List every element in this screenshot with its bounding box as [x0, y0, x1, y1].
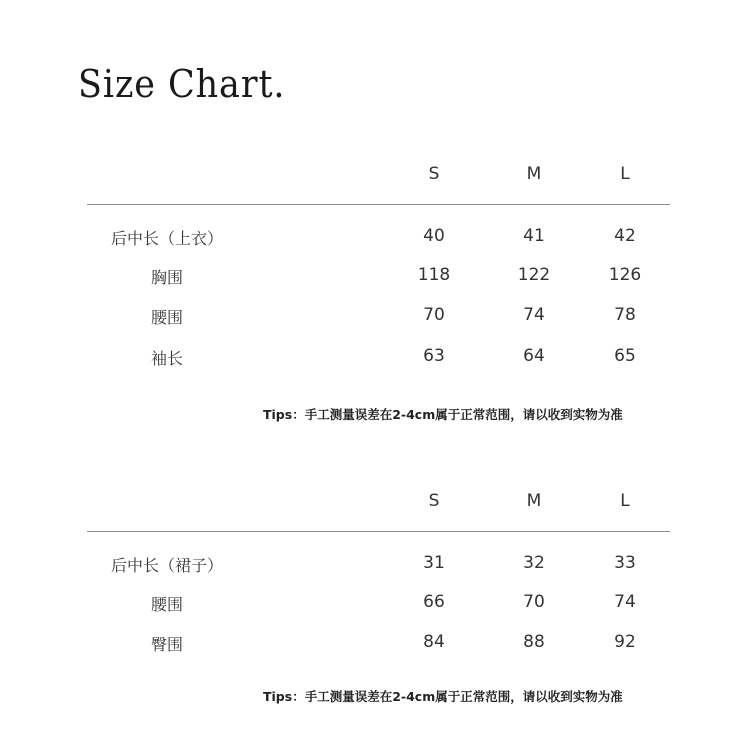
table-cell: 78 [614, 305, 636, 325]
table-cell: 31 [423, 553, 445, 573]
row-label-back-length-top: 后中长（上衣） [111, 229, 224, 248]
column-header-s: S [428, 164, 440, 184]
row-label-sleeve: 袖长 [151, 349, 184, 368]
row-label-chest: 胸围 [151, 268, 184, 287]
row-label-back-length-skirt: 后中长（裙子） [111, 556, 224, 575]
column-header-l: L [620, 491, 630, 511]
table-cell: 40 [423, 226, 445, 246]
header-divider [87, 204, 670, 205]
table-cell: 32 [523, 553, 545, 573]
row-label-waist: 腰围 [151, 595, 184, 614]
table-cell: 66 [423, 592, 445, 612]
table-cell: 63 [423, 346, 445, 366]
column-header-m: M [526, 164, 542, 184]
measurement-tips: Tips：手工测量误差在2-4cm属于正常范围，请以收到实物为准 [263, 407, 623, 422]
table-cell: 70 [523, 592, 545, 612]
table-cell: 122 [517, 265, 551, 285]
table-cell: 74 [523, 305, 545, 325]
table-cell: 41 [523, 226, 545, 246]
column-header-l: L [620, 164, 630, 184]
table-cell: 64 [523, 346, 545, 366]
table-cell: 65 [614, 346, 636, 366]
table-cell: 118 [417, 265, 451, 285]
table-cell: 88 [523, 632, 545, 652]
measurement-tips: Tips：手工测量误差在2-4cm属于正常范围，请以收到实物为准 [263, 689, 623, 704]
row-label-waist: 腰围 [151, 308, 184, 327]
column-header-s: S [428, 491, 440, 511]
header-divider [87, 531, 670, 532]
table-cell: 126 [608, 265, 642, 285]
row-label-hip: 臀围 [151, 635, 184, 654]
table-cell: 84 [423, 632, 445, 652]
table-cell: 92 [614, 632, 636, 652]
column-header-m: M [526, 491, 542, 511]
table-cell: 74 [614, 592, 636, 612]
table-cell: 42 [614, 226, 636, 246]
page-title: Size Chart. [78, 62, 286, 106]
table-cell: 70 [423, 305, 445, 325]
table-cell: 33 [614, 553, 636, 573]
